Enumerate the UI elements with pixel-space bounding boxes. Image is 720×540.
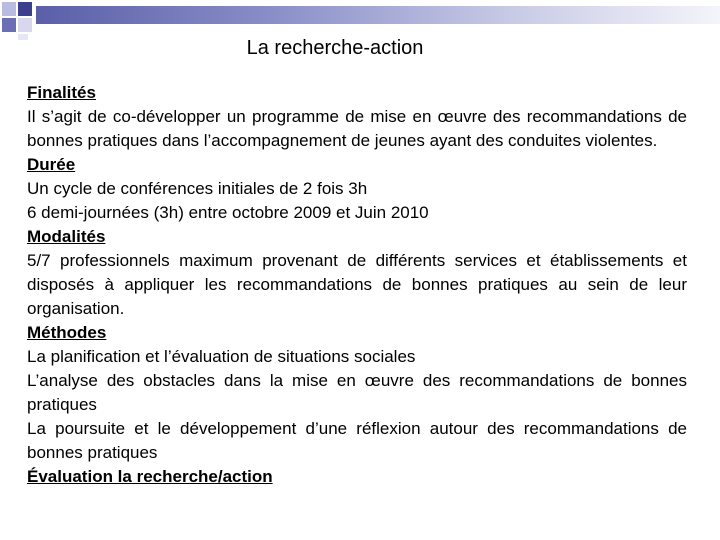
decor-square <box>18 18 32 32</box>
section-heading-duree: Durée <box>27 155 76 174</box>
methodes-line: La poursuite et le développement d’une réflexion autour des recommandations de bonnes pratiques <box>27 419 687 462</box>
methodes-line: L’analyse des obstacles dans la mise en œuvre des recommandations de bonnes pratiques <box>27 371 687 414</box>
decor-square <box>2 18 16 32</box>
slide-body <box>27 81 687 489</box>
page-title: La recherche-action <box>246 37 424 59</box>
section-heading-finalites: Finalités <box>27 83 96 102</box>
section-text-modalites: 5/7 professionnels maximum provenant de différents services et établissements et disposés à appliquer les recommandations de bonnes pratiques au sein de leur organisation. <box>27 251 687 318</box>
section-heading-modalites: Modalités <box>27 227 106 246</box>
gradient-band <box>36 6 720 24</box>
decor-square <box>18 2 32 16</box>
decor-square <box>2 2 16 16</box>
section-text-finalites: Il s’agit de co-développer un programme de mise en œuvre des recommandations de bonnes pratiques dans l’accompagnement de jeunes ayant des conduites violentes. <box>27 107 687 150</box>
section-heading-evaluation: Évaluation la recherche/action <box>27 467 273 486</box>
duree-line: 6 demi-journées (3h) entre octobre 2009 et Juin 2010 <box>27 203 429 222</box>
methodes-line: La planification et l’évaluation de situations sociales <box>27 347 416 366</box>
section-heading-methodes: Méthodes <box>27 323 107 342</box>
duree-line: Un cycle de conférences initiales de 2 fois 3h <box>27 179 368 198</box>
